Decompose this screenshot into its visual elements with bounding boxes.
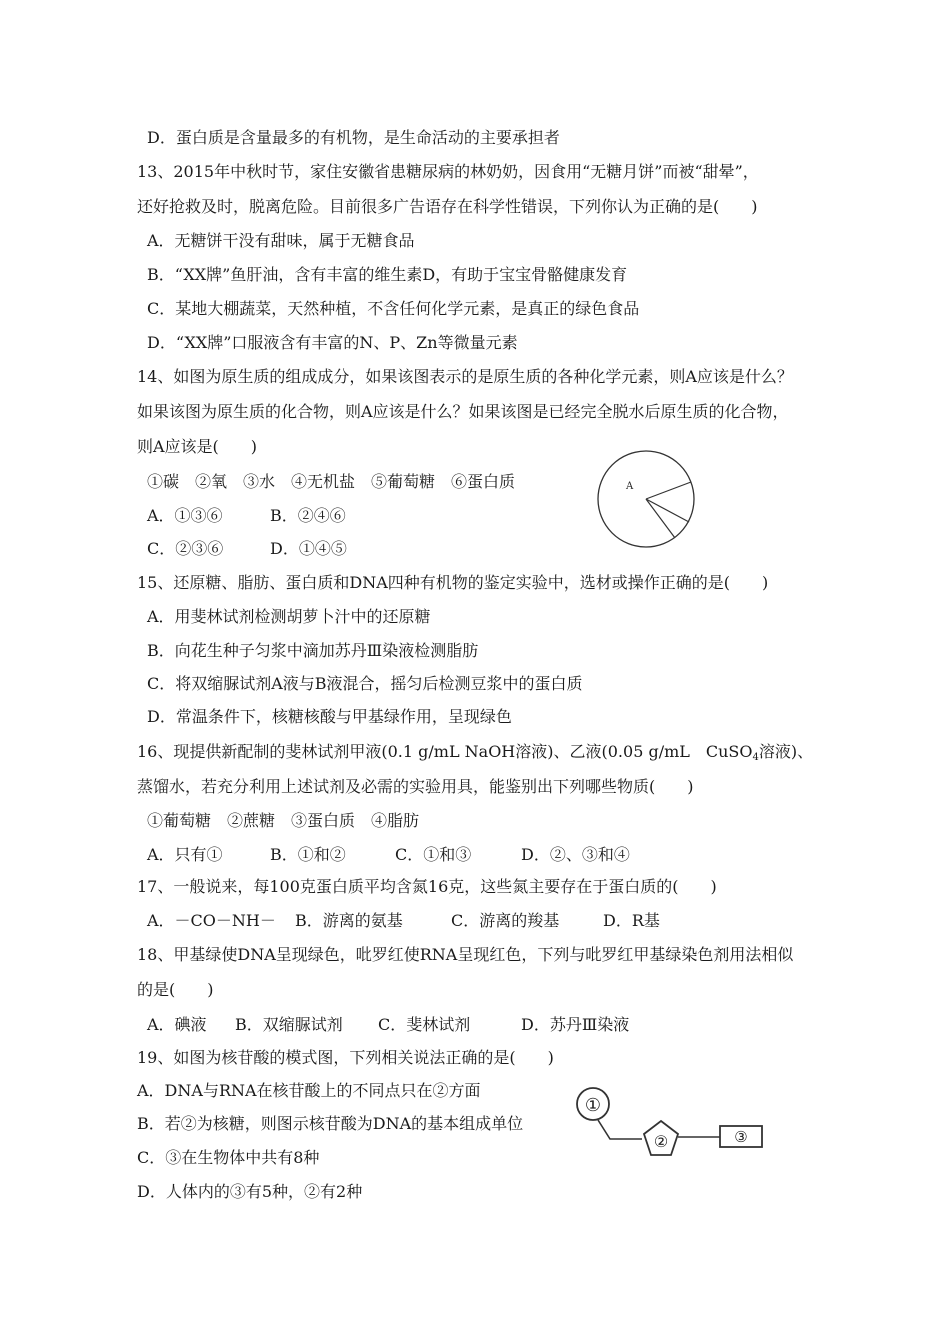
q16-option-c: C．①和③	[395, 845, 472, 864]
q18-option-a: A．碘液	[147, 1015, 207, 1034]
q16-options	[147, 845, 630, 865]
q19-option-b: B．若②为核糖，则图示核苷酸为DNA的基本组成单位	[137, 1114, 524, 1133]
q14-choices: ①碳 ②氧 ③水 ④无机盐 ⑤葡萄糖 ⑥蛋白质	[147, 472, 516, 491]
phosphate-label: ①	[584, 1095, 602, 1116]
q16-stem-line2: 蒸馏水，若充分利用上述试剂及必需的实验用具，能鉴别出下列哪些物质( )	[137, 777, 694, 796]
q16-subscript: 4	[752, 752, 759, 763]
q14-option-c: C．②③⑥	[147, 539, 224, 558]
q13-stem-line1: 13、2015年中秋时节，家住安徽省患糖尿病的林奶奶，因食用“无糖月饼”而被“甜晕”，	[137, 162, 759, 181]
q15-option-b: B．向花生种子匀浆中滴加苏丹Ⅲ染液检测脂肪	[147, 641, 479, 660]
pentose-label: ②	[653, 1132, 669, 1151]
q17-option-b: B．游离的氨基	[295, 911, 403, 930]
q12-option-d: D．蛋白质是含量最多的有机物，是生命活动的主要承担者	[147, 128, 560, 147]
q14-option-d: D．①④⑤	[270, 539, 347, 558]
q17-option-c: C．游离的羧基	[451, 911, 560, 930]
q17-option-d: D．R基	[603, 911, 660, 930]
q14-option-b: B．②④⑥	[270, 506, 346, 525]
q19-option-d: D．人体内的③有5种，②有2种	[137, 1182, 363, 1201]
q18-options	[147, 1015, 629, 1035]
q16-option-b: B．①和②	[270, 845, 346, 864]
q19-option-a: A．DNA与RNA在核苷酸上的不同点只在②方面	[137, 1081, 481, 1100]
q19-option-c: C．③在生物体中共有8种	[137, 1148, 320, 1167]
q14-stem-line2: 如果该图为原生质的化合物，则A应该是什么？如果该图是已经完全脱水后原生质的化合物，	[137, 402, 789, 421]
q18-option-c: C．斐林试剂	[378, 1015, 471, 1034]
q19-stem: 19、如图为核苷酸的模式图，下列相关说法正确的是( )	[137, 1048, 554, 1067]
q17-stem: 17、一般说来，每100克蛋白质平均含氮16克，这些氮主要存在于蛋白质的( )	[137, 877, 717, 896]
q14-stem-line1: 14、如图为原生质的组成成分，如果该图表示的是原生质的各种化学元素，则A应该是什么？	[137, 367, 793, 386]
q16-stem-line1	[137, 742, 813, 768]
q18-stem-line2: 的是( )	[137, 980, 214, 999]
q13-option-c: C．某地大棚蔬菜，天然种植，不含任何化学元素，是真正的绿色食品	[147, 299, 640, 318]
q16-stem-line1a: 16、现提供新配制的斐林试剂甲液(0.1 g/mL NaOH溶液)、乙液(0.05 g/mL CuSO	[137, 742, 753, 761]
pie-divider-2	[646, 499, 689, 522]
q18-stem-line1: 18、甲基绿使DNA呈现绿色，吡罗红使RNA呈现红色，下列与吡罗红甲基绿染色剂用法相似	[137, 945, 794, 964]
q15-option-c: C．将双缩脲试剂A液与B液混合，摇匀后检测豆浆中的蛋白质	[147, 674, 583, 693]
q15-option-a: A．用斐林试剂检测胡萝卜汁中的还原糖	[147, 607, 431, 626]
q16-stem-line1b: 溶液)、	[758, 742, 814, 761]
q14-options-row1	[147, 506, 346, 526]
pie-divider-3	[646, 499, 675, 538]
q13-option-a: A．无糖饼干没有甜味，属于无糖食品	[147, 231, 415, 250]
connector-1	[598, 1120, 642, 1139]
q17-options	[147, 911, 660, 931]
q13-stem-line2: 还好抢救及时，脱离危险。目前很多广告语存在科学性错误，下列你认为正确的是( )	[137, 197, 758, 216]
q18-option-b: B．双缩脲试剂	[235, 1015, 343, 1034]
q14-pie-chart	[594, 447, 700, 553]
q13-option-b: B．“XX牌”鱼肝油，含有丰富的维生素D，有助于宝宝骨骼健康发育	[147, 265, 628, 284]
pie-divider-1	[646, 482, 691, 499]
q16-choices: ①葡萄糖 ②蔗糖 ③蛋白质 ④脂肪	[147, 811, 420, 830]
q16-option-d: D．②、③和④	[521, 845, 630, 864]
q15-stem: 15、还原糖、脂肪、蛋白质和DNA四种有机物的鉴定实验中，选材或操作正确的是( )	[137, 573, 769, 592]
q14-option-a: A．①③⑥	[147, 506, 223, 525]
q17-option-a: A．－CO－NH－	[147, 911, 276, 930]
q18-option-d: D．苏丹Ⅲ染液	[521, 1015, 630, 1034]
q16-option-a: A．只有①	[147, 845, 223, 864]
pie-label-a: A	[626, 481, 634, 492]
q13-option-d: D．“XX牌”口服液含有丰富的N、P、Zn等微量元素	[147, 333, 518, 352]
nucleotide-diagram	[572, 1085, 768, 1165]
base-label: ③	[734, 1128, 748, 1146]
q15-option-d: D．常温条件下，核糖核酸与甲基绿作用，呈现绿色	[147, 707, 512, 726]
q14-stem-line3: 则A应该是( )	[137, 437, 258, 456]
q14-options-row2	[147, 539, 347, 559]
